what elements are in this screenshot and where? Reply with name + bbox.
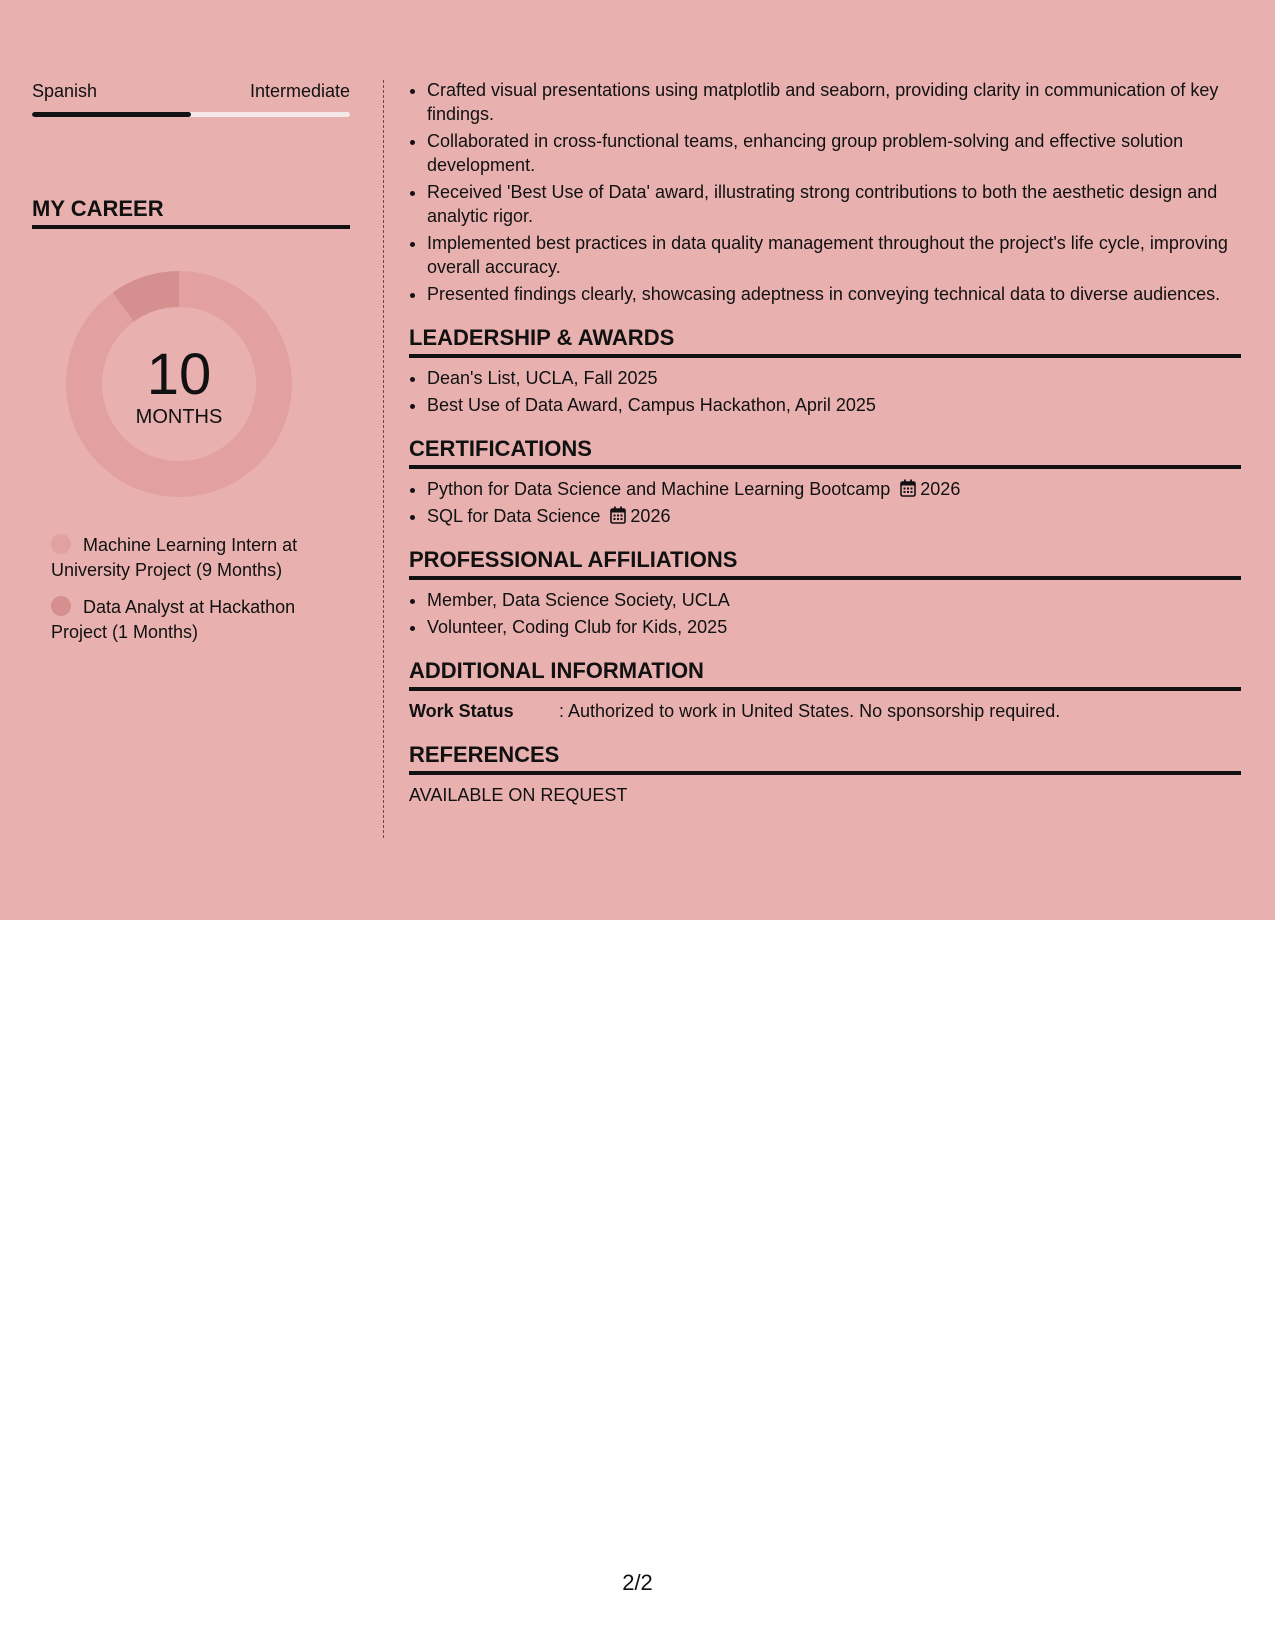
career-total-value: 10	[146, 342, 212, 407]
career-legend	[32, 533, 350, 645]
affiliations-heading: PROFESSIONAL AFFILIATIONS	[409, 547, 1241, 580]
list-item	[427, 504, 1241, 528]
certifications-heading: CERTIFICATIONS	[409, 436, 1241, 469]
experience-bullet-list	[409, 78, 1241, 306]
list-item: • Received 'Best Use of Data' award, illustrating strong contributions to both the aesthetic design and analytic rigor.	[427, 180, 1241, 228]
language-row	[32, 80, 350, 102]
language-proficiency-fill	[32, 112, 191, 117]
leadership-heading: LEADERSHIP & AWARDS	[409, 325, 1241, 358]
certifications-list	[409, 477, 1241, 528]
list-item: • Implemented best practices in data quality management throughout the project's life cycle, improving overall accuracy.	[427, 231, 1241, 279]
work-status-row	[409, 699, 1241, 723]
page-number: 2/2	[622, 1570, 653, 1595]
list-item	[427, 477, 1241, 501]
list-item: • Presented findings clearly, showcasing adeptness in conveying technical data to diverse audiences.	[427, 282, 1241, 306]
career-heading: MY CAREER	[32, 196, 350, 229]
calendar-icon	[610, 506, 626, 524]
list-item: • Best Use of Data Award, Campus Hackathon, April 2025	[427, 393, 1241, 417]
list-item: • Volunteer, Coding Club for Kids, 2025	[427, 615, 1241, 639]
donut-center	[66, 271, 292, 497]
work-status-value: : Authorized to work in United States. No sponsorship required.	[559, 701, 1061, 721]
legend-item	[51, 595, 350, 645]
list-item: • Dean's List, UCLA, Fall 2025	[427, 366, 1241, 390]
legend-label: Data Analyst at Hackathon Project (1 Months)	[51, 597, 296, 642]
language-name: Spanish	[32, 81, 98, 101]
sidebar	[32, 80, 350, 657]
references-text: AVAILABLE ON REQUEST	[409, 785, 628, 805]
career-total-unit: MONTHS	[135, 406, 223, 428]
language-proficiency-bar	[32, 112, 350, 117]
list-item: • Member, Data Science Society, UCLA	[427, 588, 1241, 612]
legend-label: Machine Learning Intern at University Project (9 Months)	[51, 535, 298, 580]
certification-year: 2026	[920, 479, 961, 499]
language-level: Intermediate	[249, 81, 350, 101]
legend-dot-icon	[51, 596, 71, 616]
certification-name: SQL for Data Science	[427, 506, 601, 526]
affiliations-list	[409, 588, 1241, 639]
leadership-list	[409, 366, 1241, 417]
list-item: • Collaborated in cross-functional teams, enhancing group problem-solving and effective solution development.	[427, 129, 1241, 177]
main-content	[409, 78, 1241, 807]
calendar-icon	[900, 479, 916, 497]
list-item: • Crafted visual presentations using matplotlib and seaborn, providing clarity in communication of key findings.	[427, 78, 1241, 126]
certification-name: Python for Data Science and Machine Learning Bootcamp	[427, 479, 891, 499]
work-status-label: Work Status	[409, 701, 514, 721]
column-divider	[383, 80, 384, 838]
certification-year: 2026	[630, 506, 671, 526]
legend-item	[51, 533, 350, 583]
additional-info-heading: ADDITIONAL INFORMATION	[409, 658, 1241, 691]
references-heading: REFERENCES	[409, 742, 1241, 775]
legend-dot-icon	[51, 534, 71, 554]
career-donut-chart	[66, 271, 292, 497]
